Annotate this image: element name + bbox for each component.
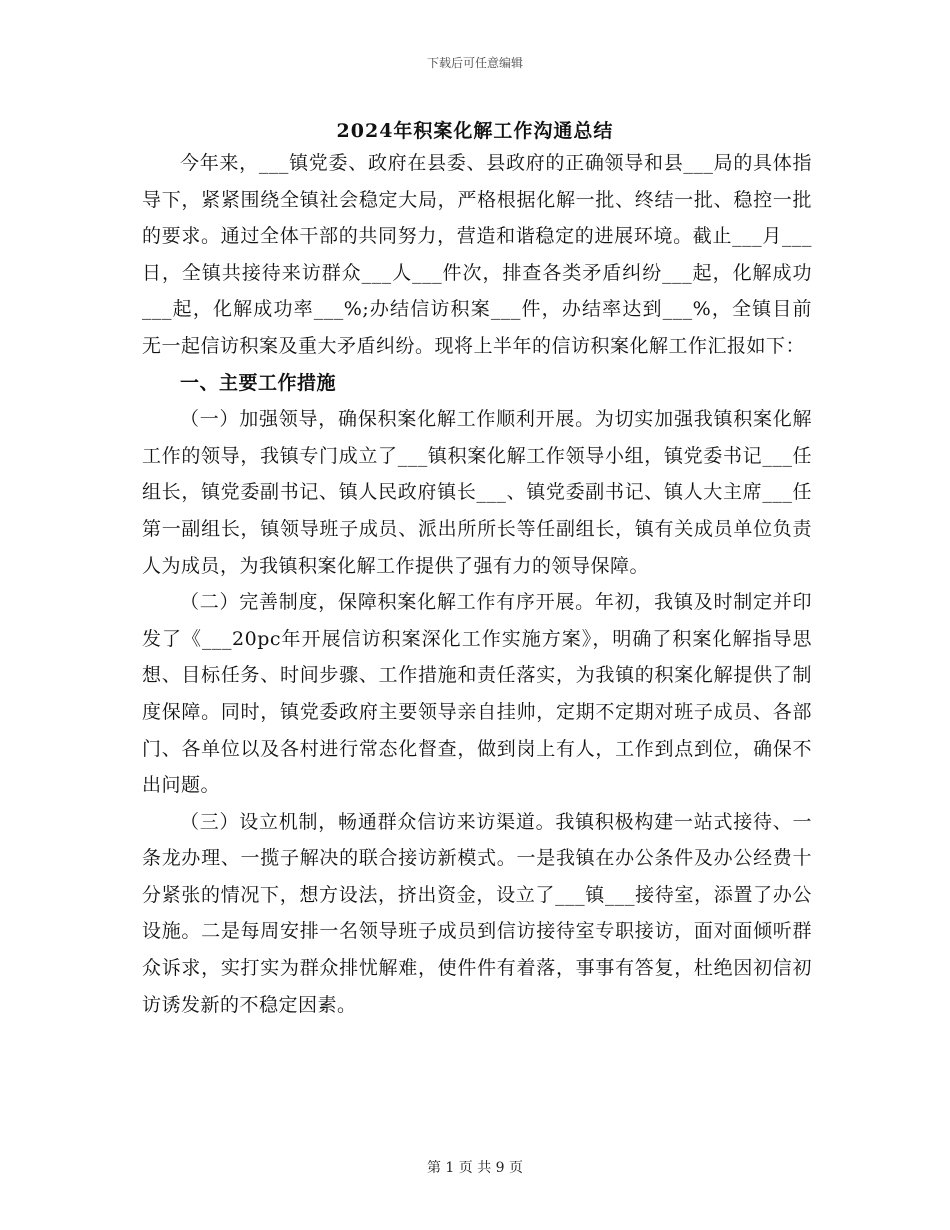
document-title: 2024年积案化解工作沟通总结 (336, 120, 614, 142)
measure-paragraph-2: （二）完善制度，保障积案化解工作有序开展。年初，我镇及时制定并印发了《___20pc年开展信访积案深化工作实施方案》，明确了积案化解指导思想、目标任务、时间步骤、工作措施和责任落实，为我镇的积案化解提供了制度保障。同时，镇党委政府主要领导亲自挂帅，定期不定期对班子成员、各部门、各单位以及各村进行常态化督查，做到岗上有人，工作到点到位，确保不出问题。 (142, 591, 812, 797)
header-note: 下载后可任意编辑 (426, 56, 523, 70)
measure-paragraph-1: （一）加强领导，确保积案化解工作顺利开展。为切实加强我镇积案化解工作的领导，我镇专门成立了___镇积案化解工作领导小组，镇党委书记___任组长，镇党委副书记、镇人民政府镇长___、镇党委副书记、镇人大主席___任第一副组长，镇领导班子成员、派出所所长等任副组长，镇有关成员单位负责人为成员，为我镇积案化解工作提供了强有力的领导保障。 (142, 408, 812, 577)
section-heading: 一、主要工作措施 (180, 371, 337, 394)
page-number: 第 1 页 共 9 页 (426, 1160, 524, 1176)
document-body (142, 145, 812, 1023)
measure-paragraph-3: （三）设立机制，畅通群众信访来访渠道。我镇积极构建一站式接待、一条龙办理、一揽子解决的联合接访新模式。一是我镇在办公条件及办公经费十分紧张的情况下，想方设法，挤出资金，设立了___镇___接待室，添置了办公设施。二是每周安排一名领导班子成员到信访接待室专职接访，面对面倾听群众诉求，实打实为群众排忧解难，使件件有着落，事事有答复，杜绝因初信初访诱发新的不稳定因素。 (142, 810, 812, 1016)
intro-paragraph: 今年来，___镇党委、政府在县委、县政府的正确领导和县___局的具体指导下，紧紧围绕全镇社会稳定大局，严格根据化解一批、终结一批、稳控一批的要求。通过全体干部的共同努力，营造和谐稳定的进展环境。截止___月___日，全镇共接待来访群众___人___件次，排查各类矛盾纠纷___起，化解成功___起，化解成功率___%;办结信访积案___件，办结率达到___%，全镇目前无一起信访积案及重大矛盾纠纷。现将上半年的信访积案化解工作汇报如下： (142, 152, 812, 357)
